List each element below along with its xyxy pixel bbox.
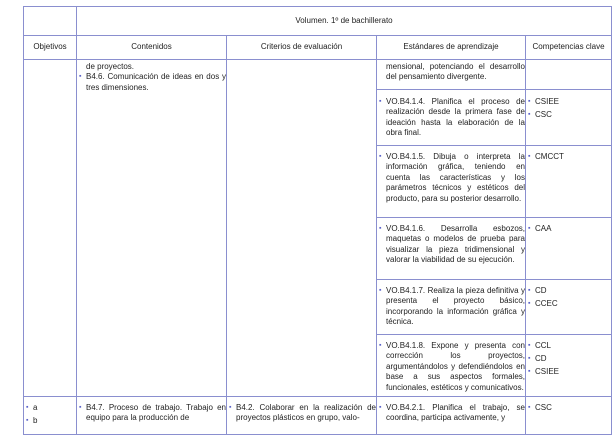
estandar-cell (377, 146, 526, 218)
estandar-cell (377, 280, 526, 335)
objetivo-item: ▪ b (26, 416, 38, 425)
competencias-cell (526, 60, 612, 90)
estandar-item (377, 97, 525, 139)
bullet-icon: ▪ (528, 98, 531, 105)
estandar-item (377, 403, 525, 424)
bullet-icon: ▪ (229, 404, 232, 411)
competencias-cell (526, 218, 612, 280)
bullet-icon: ▪ (379, 225, 382, 232)
bullet-icon: ▪ (528, 111, 531, 118)
objetivo-item: ▪ a (26, 403, 38, 412)
competencia-item: ▪ CSC (528, 110, 552, 119)
bullet-icon: ▪ (379, 287, 382, 294)
header-objetivos: Objetivos (24, 36, 77, 60)
estandar-text: VO.B4.1.5. Dibuja o interpreta la información gráfica, teniendo en cuenta las características y los parámetros técnicos y estéticos del producto, para su posterior desarrollo. (386, 152, 525, 203)
competencias-cell (526, 335, 612, 397)
estandar-cell (377, 397, 526, 435)
competencia-item: ▪ CD (528, 354, 547, 363)
estandar-cell (377, 90, 526, 146)
title-blank-cell (24, 7, 77, 36)
bullet-icon: ▪ (379, 404, 382, 411)
contenidos-continued: de proyectos. (86, 62, 135, 71)
bullet-icon: ▪ (528, 300, 531, 307)
criterio-item (227, 403, 376, 424)
contenidos-cell (77, 60, 227, 397)
competencia-item: ▪ CMCCT (528, 152, 564, 161)
bullet-icon: ▪ (528, 404, 531, 411)
bullet-icon: ▪ (528, 342, 531, 349)
estandar-cell (377, 218, 526, 280)
bullet-icon: ▪ (79, 73, 82, 81)
competencias-cell (526, 397, 612, 435)
header-contenidos: Contenidos (77, 36, 227, 60)
estandar-item (377, 224, 525, 266)
competencia-item: ▪ CSC (528, 403, 552, 412)
bullet-icon: ▪ (79, 404, 82, 411)
estandar-text: VO.B4.1.6. Desarrolla esbozos, maquetas o modelos de prueba para visualizar la pieza tridimensional y valorar la viabilidad de su ejecución. (386, 224, 525, 265)
estandar-cell (377, 335, 526, 397)
bullet-icon: ▪ (26, 404, 29, 411)
criterios-cell (227, 397, 377, 435)
contenidos-cell (77, 397, 227, 435)
competencia-item: ▪ CSIEE (528, 97, 560, 106)
bullet-icon: ▪ (26, 417, 29, 424)
bullet-icon: ▪ (528, 225, 531, 232)
contenidos-item-text: B4.7. Proceso de trabajo. Trabajo en equipo para la producción de (86, 403, 226, 423)
estandar-cell (377, 60, 526, 90)
contenidos-list-item (77, 403, 226, 424)
competencias-cell (526, 90, 612, 146)
bullet-icon: ▪ (379, 153, 382, 160)
bullet-icon: ▪ (528, 287, 531, 294)
competencia-item: ▪ CAA (528, 224, 552, 233)
competencias-cell (526, 280, 612, 335)
criterio-text: B4.2. Colaborar en la realización de proyectos plásticos en grupo, valo- (236, 403, 376, 423)
contenidos-list-item (77, 72, 226, 93)
bullet-icon: ▪ (379, 342, 382, 349)
header-competencias: Competencias clave (526, 36, 612, 60)
objetivos-cell (24, 397, 77, 435)
bullet-icon: ▪ (528, 368, 531, 375)
competencia-item: ▪ CD (528, 286, 547, 295)
competencia-item: ▪ CCEC (528, 299, 558, 308)
table-title: Volumen. 1º de bachillerato (77, 7, 612, 36)
estandar-text: VO.B4.1.4. Planifica el proceso de realización desde la primera fase de ideación hasta la elaboración de la obra final. (386, 97, 525, 138)
competencia-item: ▪ CCL (528, 341, 552, 350)
estandar-item (377, 341, 525, 393)
objetivos-cell (24, 60, 77, 397)
estandar-text: VO.B4.1.7. Realiza la pieza definitiva y presenta el proyecto básico, incorporando la información gráfica y técnica. (386, 286, 525, 327)
estandar-text: mensional, potenciando el desarrollo del pensamiento divergente. (386, 62, 525, 82)
contenidos-item-text: B4.6. Comunicación de ideas en dos y tres dimensiones. (86, 72, 226, 92)
bullet-icon: ▪ (379, 98, 382, 105)
bullet-icon: ▪ (528, 355, 531, 362)
estandar-text: VO.B4.2.1. Planifica el trabajo, se coordina, participa activamente, y (386, 403, 525, 423)
curriculum-table (23, 6, 612, 435)
competencias-cell (526, 146, 612, 218)
estandar-item (377, 152, 525, 204)
criterios-cell (227, 60, 377, 397)
estandar-text: VO.B4.1.8. Expone y presenta con corrección los proyectos, argumentándolos y defendiéndolos en base a sus aspectos formales, funcionales, estéticos y comunicativos. (386, 341, 525, 392)
bullet-icon: ▪ (528, 153, 531, 160)
header-criterios: Criterios de evaluación (227, 36, 377, 60)
header-estandares: Estándares de aprendizaje (377, 36, 526, 60)
competencia-item: ▪ CSIEE (528, 367, 560, 376)
estandar-item (377, 286, 525, 328)
